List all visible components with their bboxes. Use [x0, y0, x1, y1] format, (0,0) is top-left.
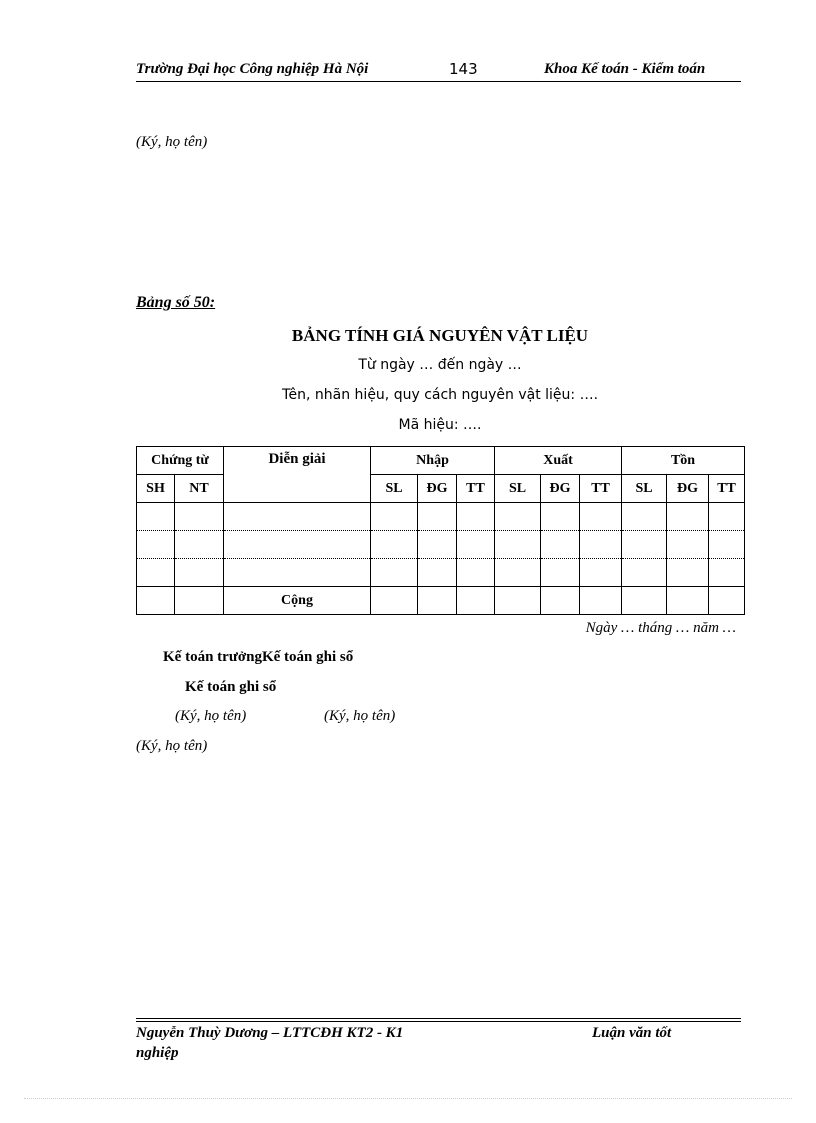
footer-thesis: Luận văn tốt — [592, 1025, 672, 1041]
subheader-ton-sl: SL — [622, 475, 667, 503]
header-nhap: Nhập — [371, 447, 495, 475]
header-ton: Tồn — [622, 447, 745, 475]
signature-role-bookkeeper: Kế toán ghi sổ — [185, 679, 277, 695]
signature-sign-b: (Ký, họ tên) — [324, 708, 396, 724]
page-bottom-divider — [24, 1098, 792, 1099]
subheader-sh: SH — [137, 475, 175, 503]
subheader-ton-tt: TT — [709, 475, 745, 503]
subheader-nhap-tt: TT — [457, 475, 495, 503]
header-xuat: Xuất — [495, 447, 622, 475]
material-name-line: Tên, nhãn hiệu, quy cách nguyên vật liệu: …. — [281, 387, 599, 403]
subheader-xuat-tt: TT — [580, 475, 622, 503]
footer-author: Nguyễn Thuỳ Dương – LTTCĐH KT2 - K1 — [136, 1025, 404, 1041]
signature-sign-c: (Ký, họ tên) — [136, 738, 208, 754]
pricing-table — [136, 446, 745, 615]
footer-author-continued: nghiệp — [136, 1045, 179, 1061]
footer-rule-top — [136, 1018, 741, 1019]
total-row — [137, 587, 745, 615]
date-line: Ngày … tháng … năm … — [585, 620, 736, 636]
header-chung-tu: Chứng từ — [137, 447, 224, 475]
page-title: BẢNG TÍNH GIÁ NGUYÊN VẬT LIỆU — [291, 326, 589, 345]
subheader-ton-dg: ĐG — [667, 475, 709, 503]
header-rule — [136, 81, 741, 82]
subheader-nhap-dg: ĐG — [418, 475, 457, 503]
subheader-nhap-sl: SL — [371, 475, 418, 503]
subheader-nt: NT — [175, 475, 224, 503]
table-row — [137, 559, 745, 587]
header-department: Khoa Kế toán - Kiểm toán — [544, 61, 706, 77]
signature-roles-line: Kế toán trưởngKế toán ghi sổ — [163, 649, 354, 665]
table-row — [137, 531, 745, 559]
total-label: Cộng — [224, 587, 371, 615]
footer-rule-bottom — [136, 1021, 741, 1022]
table-row — [137, 503, 745, 531]
signature-sign-a: (Ký, họ tên) — [175, 708, 247, 724]
page-number: 143 — [449, 60, 478, 78]
date-range-line: Từ ngày … đến ngày … — [358, 357, 522, 373]
top-signature: (Ký, họ tên) — [136, 134, 208, 150]
subheader-xuat-dg: ĐG — [541, 475, 580, 503]
header-school: Trường Đại học Công nghiệp Hà Nội — [136, 61, 369, 77]
table-label: Bảng số 50: — [136, 294, 216, 311]
header-dien-giai: Diễn giải — [224, 447, 371, 503]
subheader-xuat-sl: SL — [495, 475, 541, 503]
material-code-line: Mã hiệu: …. — [398, 417, 482, 433]
